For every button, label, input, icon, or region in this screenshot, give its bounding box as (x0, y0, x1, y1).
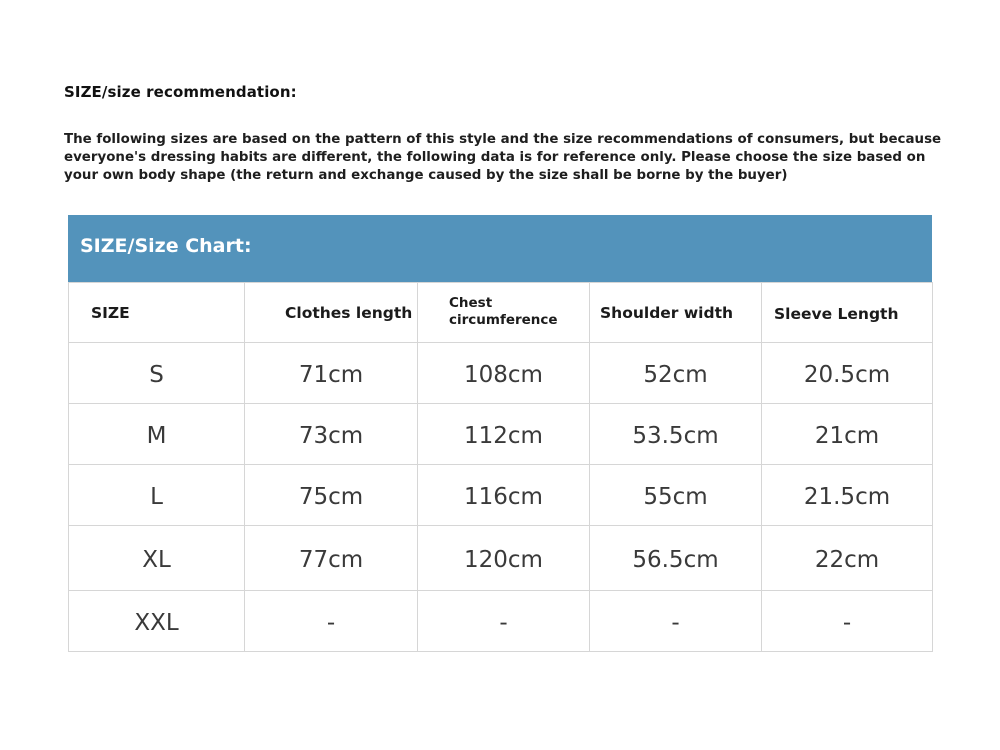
page-heading: SIZE/size recommendation: (64, 83, 297, 101)
size-chart (68, 215, 932, 652)
size-chart-title: SIZE/Size Chart: (68, 215, 932, 282)
table-cell: 21.5cm (762, 465, 933, 526)
table-cell: - (762, 591, 933, 652)
table-row (69, 343, 933, 404)
table-cell: 52cm (590, 343, 762, 404)
table-cell: 55cm (590, 465, 762, 526)
table-cell-size: S (69, 343, 245, 404)
table-cell: 22cm (762, 526, 933, 591)
table-cell: 53.5cm (590, 404, 762, 465)
column-header-clothes-length: Clothes length (245, 283, 418, 343)
intro-paragraph: The following sizes are based on the pattern of this style and the size recommendations of consumers, but because everyone's dressing habits are different, the following data is for reference only. Please choose the size based on your own body shape (the return and exchange caused by the size shall be borne by the buyer) (64, 132, 942, 183)
table-cell: - (590, 591, 762, 652)
table-header-row (69, 283, 933, 343)
table-cell: 108cm (418, 343, 590, 404)
table-cell: - (245, 591, 418, 652)
column-header-sleeve-length: Sleeve Length (762, 283, 933, 343)
table-cell: 56.5cm (590, 526, 762, 591)
table-cell-size: XL (69, 526, 245, 591)
table-cell-size: L (69, 465, 245, 526)
table-cell: 20.5cm (762, 343, 933, 404)
table-cell: 116cm (418, 465, 590, 526)
table-cell: 120cm (418, 526, 590, 591)
table-cell: 112cm (418, 404, 590, 465)
table-cell: 21cm (762, 404, 933, 465)
column-header-shoulder-width: Shoulder width (590, 283, 762, 343)
table-cell: 73cm (245, 404, 418, 465)
column-header-chest-circumference: Chest circumference (418, 283, 590, 343)
table-cell: - (418, 591, 590, 652)
table-cell: 71cm (245, 343, 418, 404)
table-cell: 75cm (245, 465, 418, 526)
table-row (69, 526, 933, 591)
table-cell: 77cm (245, 526, 418, 591)
table-row (69, 404, 933, 465)
table-cell-size: XXL (69, 591, 245, 652)
table-row (69, 591, 933, 652)
table-row (69, 465, 933, 526)
size-table (68, 282, 933, 652)
column-header-size: SIZE (69, 283, 245, 343)
table-cell-size: M (69, 404, 245, 465)
